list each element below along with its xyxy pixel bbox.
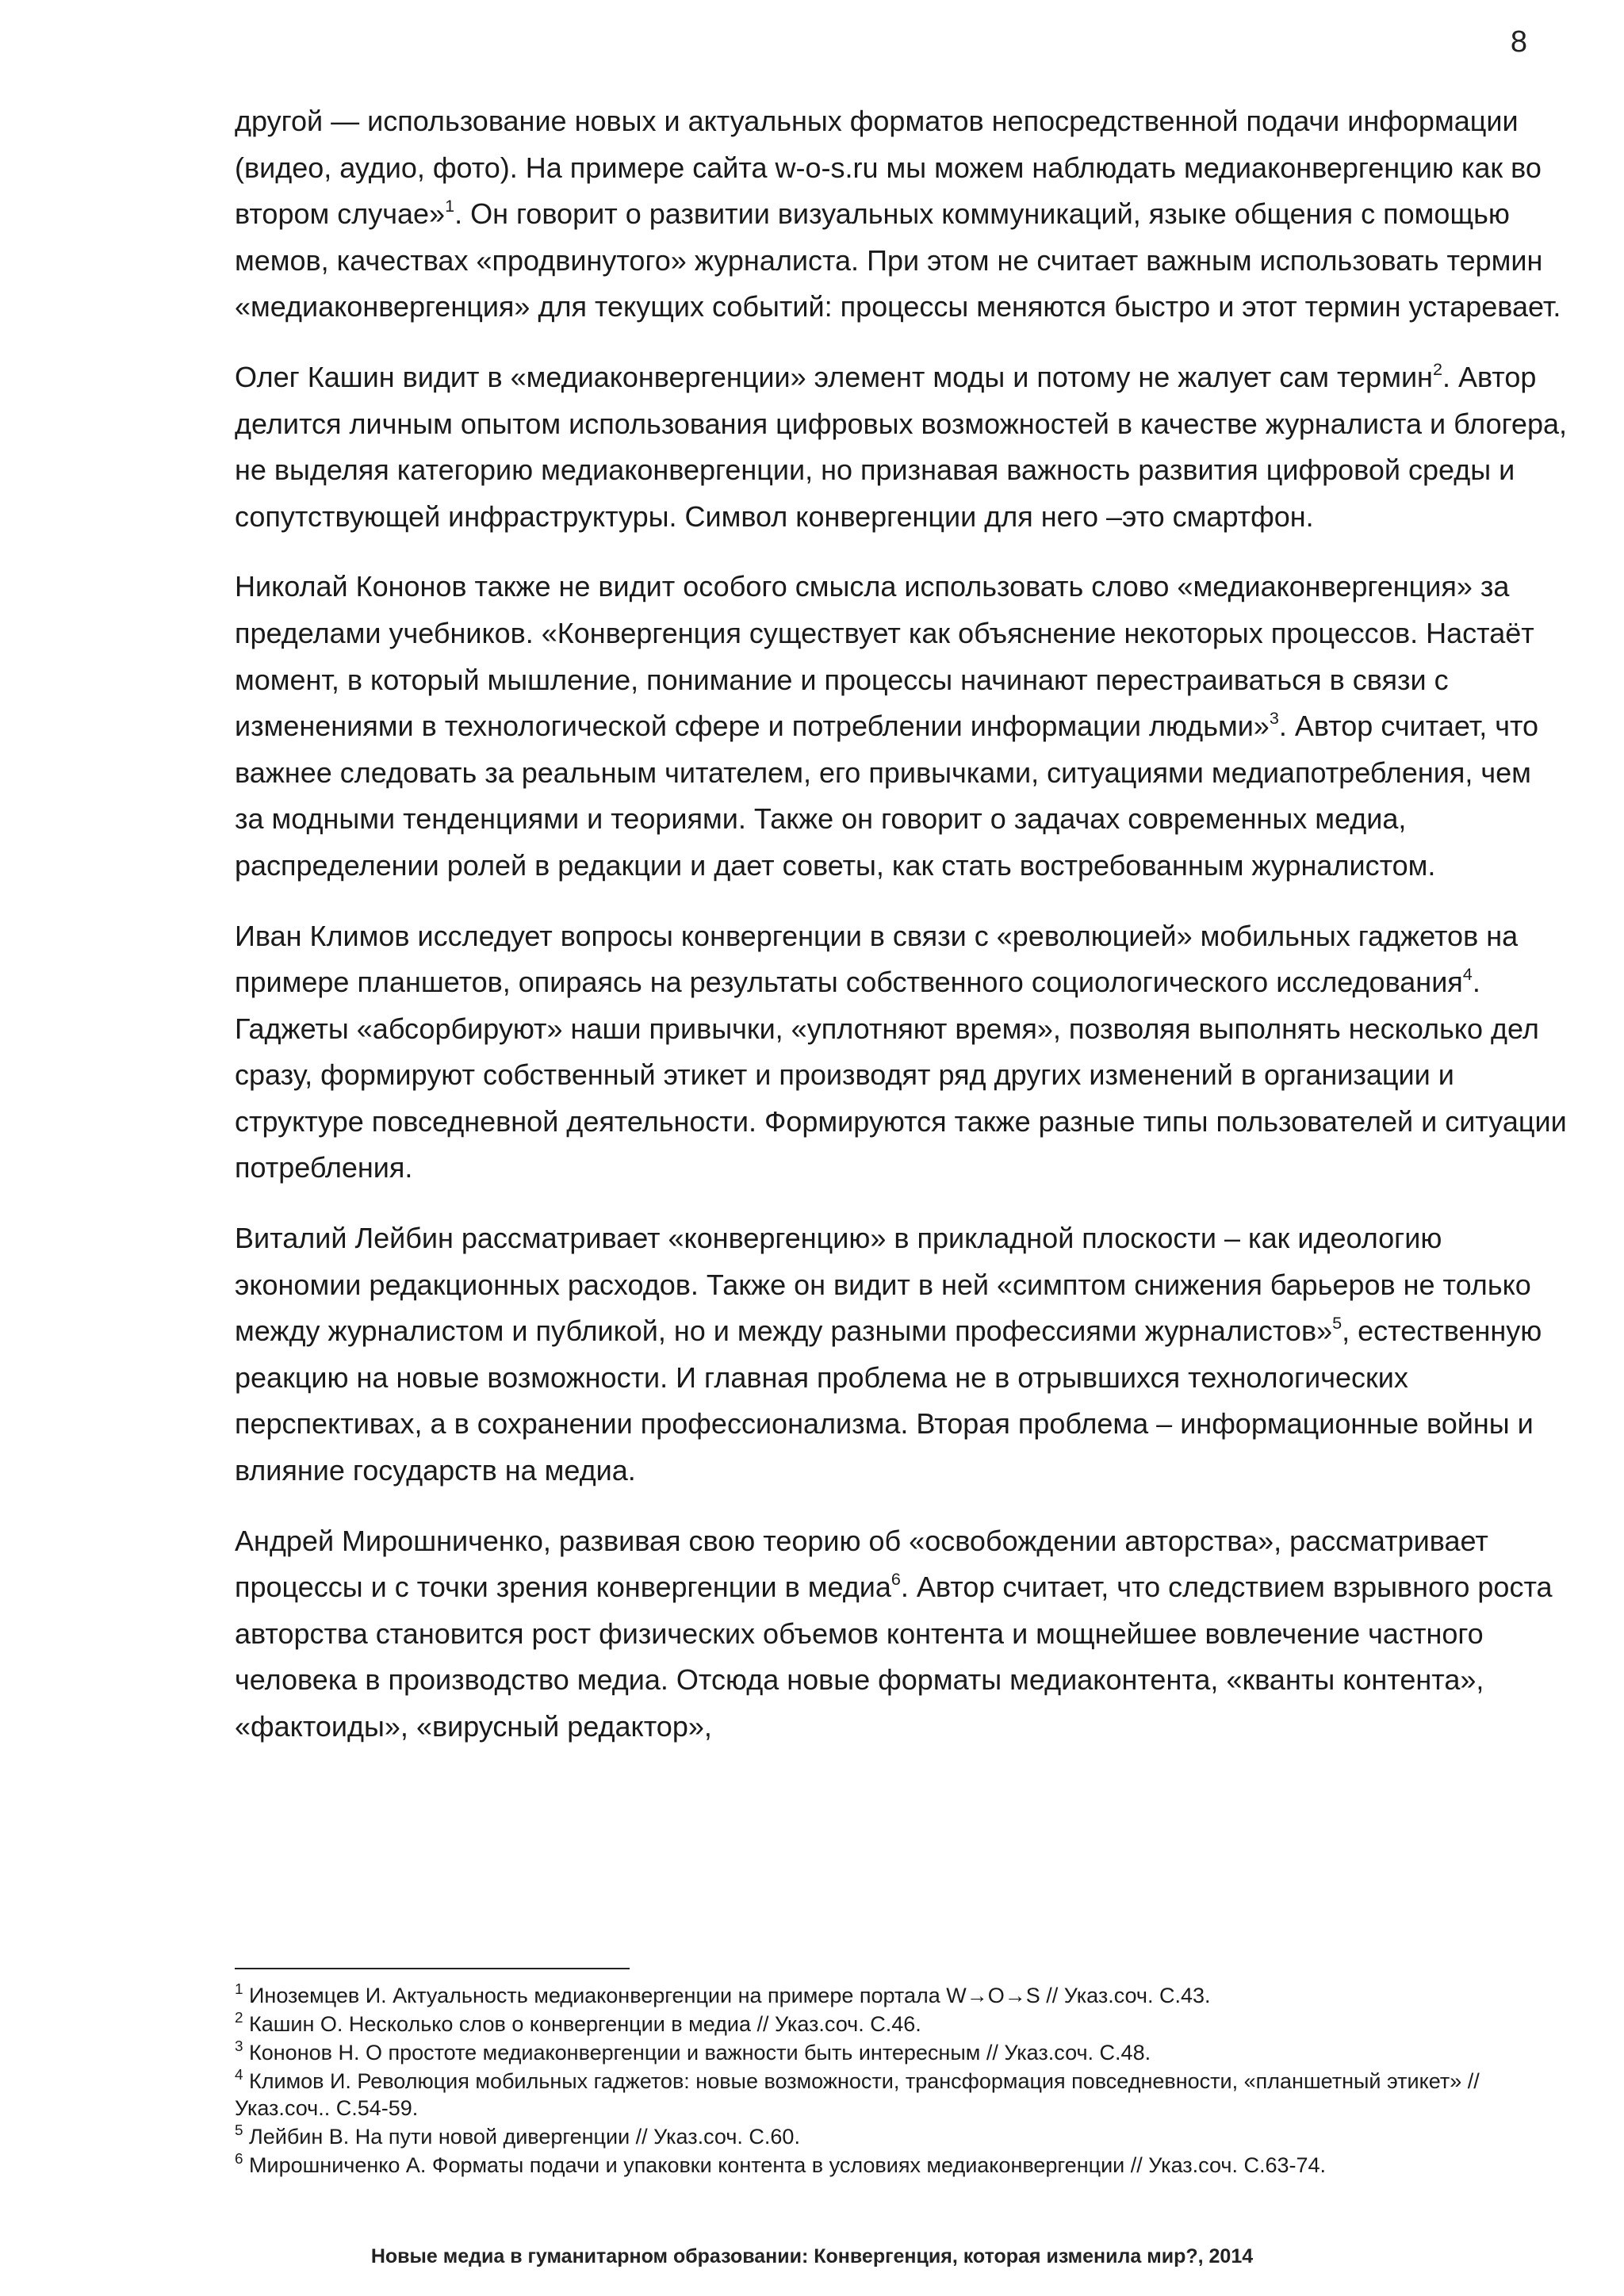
- footnote-number: 1: [235, 1980, 243, 1998]
- paragraph-text: Андрей Мирошниченко, развивая свою теорию об «освобождении авторства», рассматривает процессы и с точки зрения конвергенции в медиа: [235, 1524, 1488, 1604]
- paragraph-text: . Автор считает, что важнее следовать за реальным читателем, его привычками, ситуациями медиапотребления, чем за модными тенденциями и теориями. Также он говорит о задачах современных медиа, распределении ролей в редакции и дает советы, как стать востребованным журналистом.: [235, 710, 1539, 882]
- footnote-text: Иноземцев И. Актуальность медиаконвергенции на примере портала W→O→S // Указ.соч. С.43.: [243, 1984, 1211, 2007]
- footnote-ref[interactable]: 6: [891, 1569, 901, 1590]
- footnote-ref[interactable]: 5: [1332, 1313, 1342, 1334]
- footnote-number: 2: [235, 2009, 243, 2026]
- footnote-text: Кашин О. Несколько слов о конвергенции в медиа // Указ.соч. С.46.: [243, 2012, 921, 2036]
- footnote-text: Климов И. Революция мобильных гаджетов: новые возможности, трансформация повседневности, «планшетный этикет» // Указ.соч.. С.54-59.: [235, 2069, 1480, 2120]
- footnote-text: Мирошниченко А. Форматы подачи и упаковки контента в условиях медиаконвергенции // Указ.соч. С.63-74.: [243, 2153, 1327, 2177]
- footnote-separator: [235, 1968, 630, 1969]
- paragraph-text: . Автор считает, что следствием взрывного роста авторства становится рост физических объемов контента и мощнейшее вовлечение частного человека в производство медиа. Отсюда новые форматы медиаконтента, «кванты контента», «фактоиды», «вирусный редактор»,: [235, 1571, 1553, 1743]
- paragraph: [235, 1215, 1567, 1494]
- paragraph-text: . Он говорит о развитии визуальных коммуникаций, языке общения с помощью мемов, качествах «продвинутого» журналиста. При этом не считает важным использовать термин «медиаконвергенция» для текущих событий: процессы меняются быстро и этот термин устаревает.: [235, 197, 1561, 323]
- footnote-ref[interactable]: 3: [1269, 708, 1279, 729]
- paragraph-text: Иван Климов исследует вопросы конвергенции в связи с «революцией» мобильных гаджетов на примере планшетов, опираясь на результаты собственного социологического исследования: [235, 919, 1519, 999]
- footnote: [235, 2011, 1567, 2038]
- paragraph: [235, 1518, 1567, 1751]
- paragraph: [235, 98, 1567, 331]
- paragraph-text: другой — использование новых и актуальных форматов непосредственной подачи информации (видео, аудио, фото). На примере сайта w-o-s.ru мы можем наблюдать медиаконвергенцию как во втором случае»: [235, 105, 1542, 231]
- footnote: [235, 2068, 1567, 2122]
- body-text: [235, 98, 1567, 1774]
- page-number: 8: [1510, 25, 1527, 59]
- paragraph: [235, 354, 1567, 540]
- footnote-number: 4: [235, 2066, 243, 2084]
- paragraph-text: Олег Кашин видит в «медиаконвергенции» элемент моды и потому не жалует сам термин: [235, 360, 1433, 393]
- paragraph: [235, 564, 1567, 889]
- footnote-text: Лейбин В. На пути новой дивергенции // Указ.соч. С.60.: [243, 2125, 800, 2149]
- footnote-number: 3: [235, 2038, 243, 2055]
- footnote-ref[interactable]: 1: [445, 196, 455, 216]
- footnote-ref[interactable]: 4: [1462, 963, 1473, 984]
- paragraph-text: . Гаджеты «абсорбируют» наши привычки, «уплотняют время», позволяя выполнять несколько дел сразу, формируют собственный этикет и производят ряд других изменений в организации и структуре повседневной деятельности. Формируются также разные типы пользователей и ситуации потребления.: [235, 966, 1567, 1184]
- page-footer: Новые медиа в гуманитарном образовании: Конвергенция, которая изменила мир?, 2014: [370, 2245, 1254, 2267]
- paragraph-text: Николай Кононов также не видит особого смысла использовать слово «медиаконвергенция» за пределами учебников. «Конвергенция существует как объяснение некоторых процессов. Настаёт момент, в который мышление, понимание и процессы начинают перестраиваться в связи с изменениями в технологической сфере и потреблении информации людьми»: [235, 570, 1534, 743]
- footnote-number: 5: [235, 2122, 243, 2139]
- footnotes: [235, 1982, 1567, 2180]
- footnote: [235, 2039, 1567, 2066]
- footnote-number: 6: [235, 2150, 243, 2168]
- footnote: [235, 2123, 1567, 2150]
- paragraph-text: , естественную реакцию на новые возможности. И главная проблема не в отрывшихся технологических перспективах, а в сохранении профессионализма. Вторая проблема – информационные войны и влияние государств на медиа.: [235, 1314, 1542, 1487]
- paragraph-text: . Автор делится личным опытом использования цифровых возможностей в качестве журналиста и блогера, не выделяя категорию медиаконвергенции, но признавая важность развития цифровой среды и сопутствующей инфраструктуры. Символ конвергенции для него –это смартфон.: [235, 360, 1567, 533]
- footnote: [235, 1982, 1567, 2009]
- paragraph: [235, 913, 1567, 1192]
- footnote: [235, 2152, 1567, 2179]
- footnote-ref[interactable]: 2: [1432, 358, 1442, 379]
- paragraph-text: Виталий Лейбин рассматривает «конвергенцию» в прикладной плоскости – как идеологию экономии редакционных расходов. Также он видит в ней «симптом снижения барьеров не только между журналистом и публикой, но и между разными профессиями журналистов»: [235, 1222, 1531, 1348]
- footnote-text: Кононов Н. О простоте медиаконвергенции и важности быть интересным // Указ.соч. С.48.: [243, 2041, 1151, 2064]
